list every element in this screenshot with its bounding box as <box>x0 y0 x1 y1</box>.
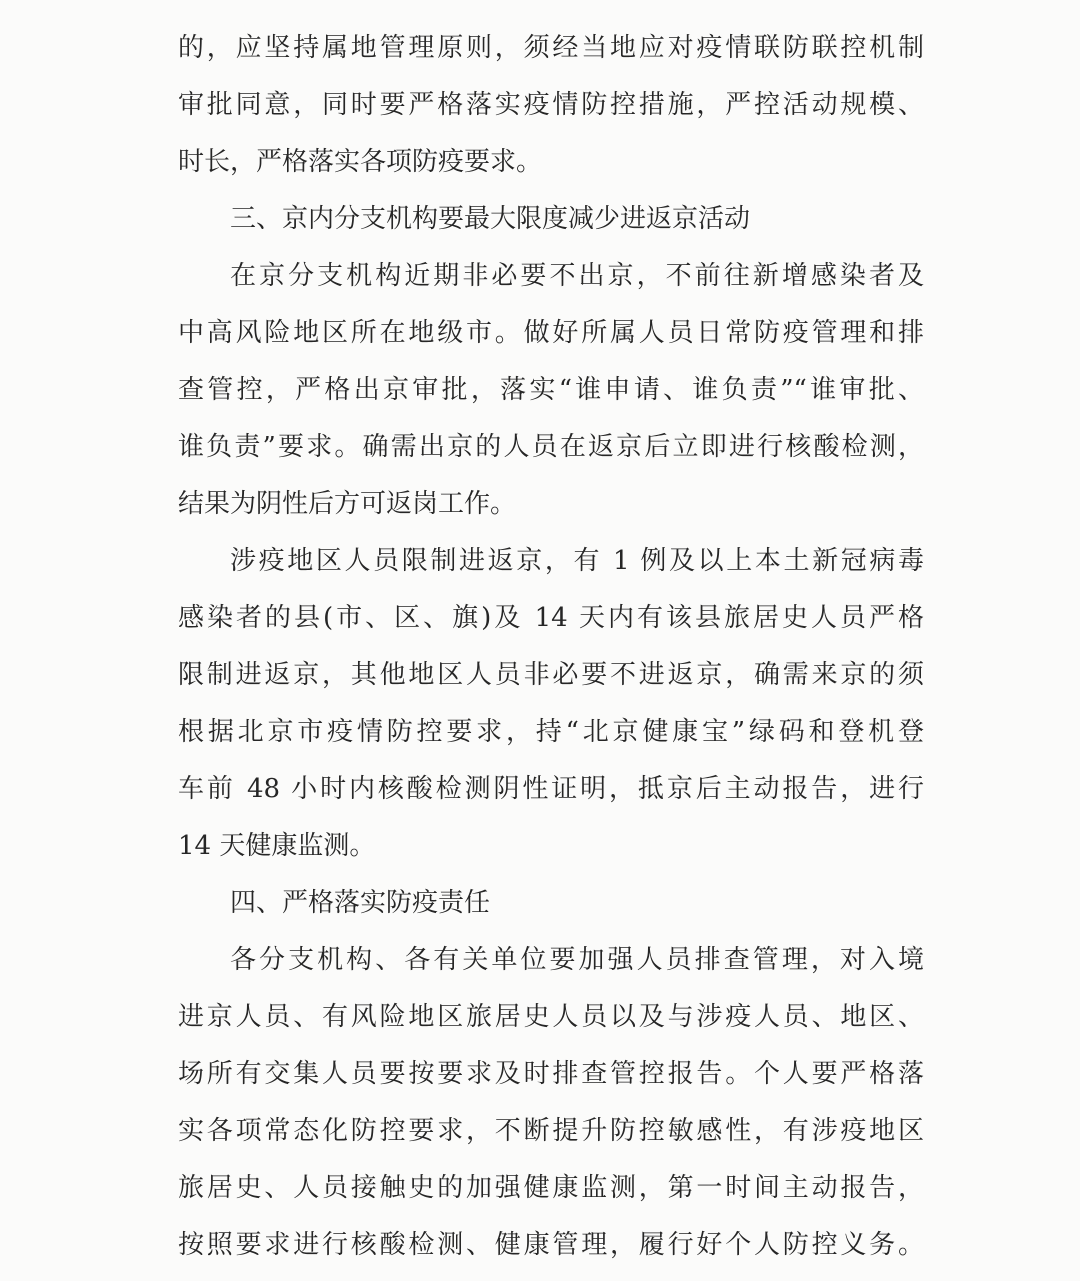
paragraph-line: 按照要求进行核酸检测、健康管理，履行好个人防控义务。 <box>178 1230 924 1260</box>
paragraph-line: 中高风险地区所在地级市。做好所属人员日常防疫管理和排 <box>178 318 924 348</box>
paragraph-line: 谁负责”要求。确需出京的人员在返京后立即进行核酸检测， <box>178 432 924 462</box>
paragraph-line: 旅居史、人员接触史的加强健康监测，第一时间主动报告， <box>178 1173 924 1203</box>
paragraph-line: 审批同意，同时要严格落实疫情防控措施，严控活动规模、 <box>178 90 924 120</box>
section-heading: 四、严格落实防疫责任 <box>230 888 491 918</box>
paragraph-line: 在京分支机构近期非必要不出京，不前往新增感染者及 <box>230 261 924 291</box>
paragraph-line: 进京人员、有风险地区旅居史人员以及与涉疫人员、地区、 <box>178 1002 924 1032</box>
section-heading: 三、京内分支机构要最大限度减少进返京活动 <box>230 204 751 234</box>
paragraph-line: 涉疫地区人员限制进返京，有 1 例及以上本土新冠病毒 <box>230 546 924 576</box>
paragraph-line: 14 天健康监测。 <box>178 831 376 861</box>
paragraph-line: 时长，严格落实各项防疫要求。 <box>178 147 543 177</box>
paragraph-line: 查管控，严格出京审批，落实“谁申请、谁负责”“谁审批、 <box>178 375 924 405</box>
paragraph-line: 结果为阴性后方可返岗工作。 <box>178 489 517 519</box>
paragraph-line: 实各项常态化防控要求，不断提升防控敏感性，有涉疫地区 <box>178 1116 924 1146</box>
paragraph-line: 根据北京市疫情防控要求，持“北京健康宝”绿码和登机登 <box>178 717 924 747</box>
paragraph-line: 感染者的县(市、区、旗)及 14 天内有该县旅居史人员严格 <box>178 603 924 633</box>
paragraph-line: 的，应坚持属地管理原则，须经当地应对疫情联防联控机制 <box>178 33 924 63</box>
paragraph-line: 场所有交集人员要按要求及时排查管控报告。个人要严格落 <box>178 1059 924 1089</box>
paragraph-line: 各分支机构、各有关单位要加强人员排查管理，对入境 <box>230 945 924 975</box>
paragraph-line: 限制进返京，其他地区人员非必要不进返京，确需来京的须 <box>178 660 924 690</box>
paragraph-line: 车前 48 小时内核酸检测阴性证明，抵京后主动报告，进行 <box>178 774 924 804</box>
